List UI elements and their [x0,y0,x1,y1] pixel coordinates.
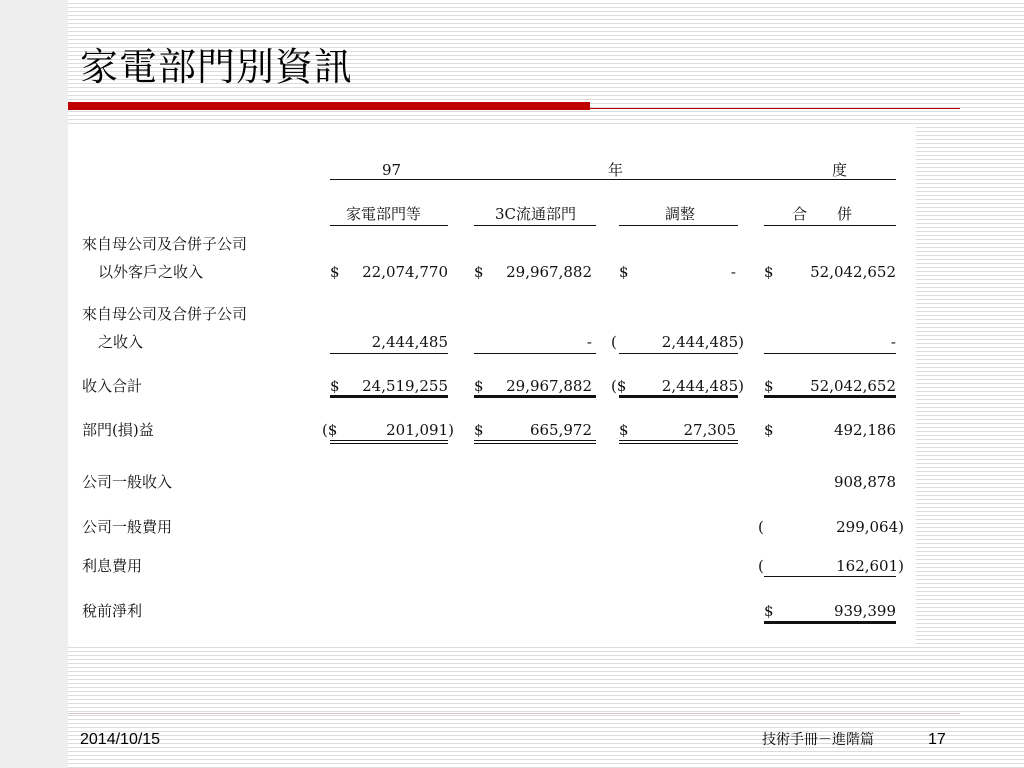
column-header-consolidated: 合 併 [792,205,853,223]
subtotal-rule [764,576,896,577]
cell-value: 24,519,255 [362,377,448,395]
subtotal-rule [474,353,596,354]
cell-value: 492,186 [833,421,896,439]
total-rule [764,621,896,624]
title-underline-rule [68,108,960,109]
column-rule-3 [619,225,738,226]
cell-value: 939,399 [833,602,896,620]
dollar-sign: $ [619,263,629,281]
cell-value: 2,444,485 [371,333,448,351]
row-label: 稅前淨利 [82,602,143,620]
cell-value: - [730,263,736,281]
year-header-nian: 年 [608,161,624,179]
year-header-year: 97 [382,161,402,179]
column-rule-1 [330,225,448,226]
row-label: 以外客戶之收入 [98,263,204,281]
total-rule [474,395,596,398]
open-paren: ( [758,518,764,536]
year-header-rule [330,179,896,180]
row-label: 利息費用 [82,557,143,575]
total-rule [764,395,896,398]
footer-text: 技術手冊－進階篇 [762,732,874,748]
column-header-appliance: 家電部門等 [346,205,422,223]
slide-title: 家電部門別資訊 [80,45,354,89]
cell-value: 665,972 [529,421,592,439]
cell-value: 22,074,770 [362,263,448,281]
column-header-adjustment: 調整 [665,205,696,223]
cell-value: 299,064) [836,518,904,536]
double-underline [330,440,448,444]
total-rule [619,395,738,398]
column-rule-4 [764,225,896,226]
page-number: 17 [928,731,946,748]
cell-value: 162,601) [836,557,904,575]
dollar-sign: $ [764,421,774,439]
total-rule [330,395,448,398]
dollar-sign: $ [619,421,629,439]
row-label: 公司一般費用 [82,518,173,536]
cell-value: 201,091) [386,421,454,439]
cell-value: 29,967,882 [506,263,592,281]
year-header-du: 度 [832,161,848,179]
subtotal-rule [330,353,448,354]
dollar-sign: $ [474,421,484,439]
cell-value: 27,305 [683,421,736,439]
double-underline [619,440,738,444]
subtotal-rule [764,353,896,354]
open-paren: ( [611,333,617,351]
dollar-sign: $ [764,602,774,620]
cell-value: 908,878 [833,473,896,491]
open-paren-dollar: ($ [322,421,338,439]
row-label: 部門(損)益 [82,421,154,439]
dollar-sign: $ [474,263,484,281]
cell-value: 29,967,882 [506,377,592,395]
cell-value: - [890,333,896,351]
row-label: 來自母公司及合併子公司 [82,305,248,323]
footer-date: 2014/10/15 [80,731,161,748]
row-label: 收入合計 [82,377,143,395]
footer-rule [68,713,960,714]
dollar-sign: $ [474,377,484,395]
cell-value: 2,444,485) [661,333,744,351]
dollar-sign: $ [764,263,774,281]
row-label: 之收入 [98,333,144,351]
financial-statement-image [68,127,916,646]
subtotal-rule [619,353,738,354]
cell-value: 52,042,652 [810,377,896,395]
column-header-3c: 3C流通部門 [495,205,577,223]
cell-value: 2,444,485) [661,377,744,395]
dollar-sign: $ [330,377,340,395]
left-margin-band [0,0,68,768]
row-label: 來自母公司及合併子公司 [82,235,248,253]
open-paren-dollar: ($ [611,377,627,395]
row-label: 公司一般收入 [82,473,173,491]
double-underline [474,440,596,444]
dollar-sign: $ [330,263,340,281]
cell-value: 52,042,652 [810,263,896,281]
open-paren: ( [758,557,764,575]
cell-value: - [586,333,592,351]
column-rule-2 [474,225,596,226]
dollar-sign: $ [764,377,774,395]
